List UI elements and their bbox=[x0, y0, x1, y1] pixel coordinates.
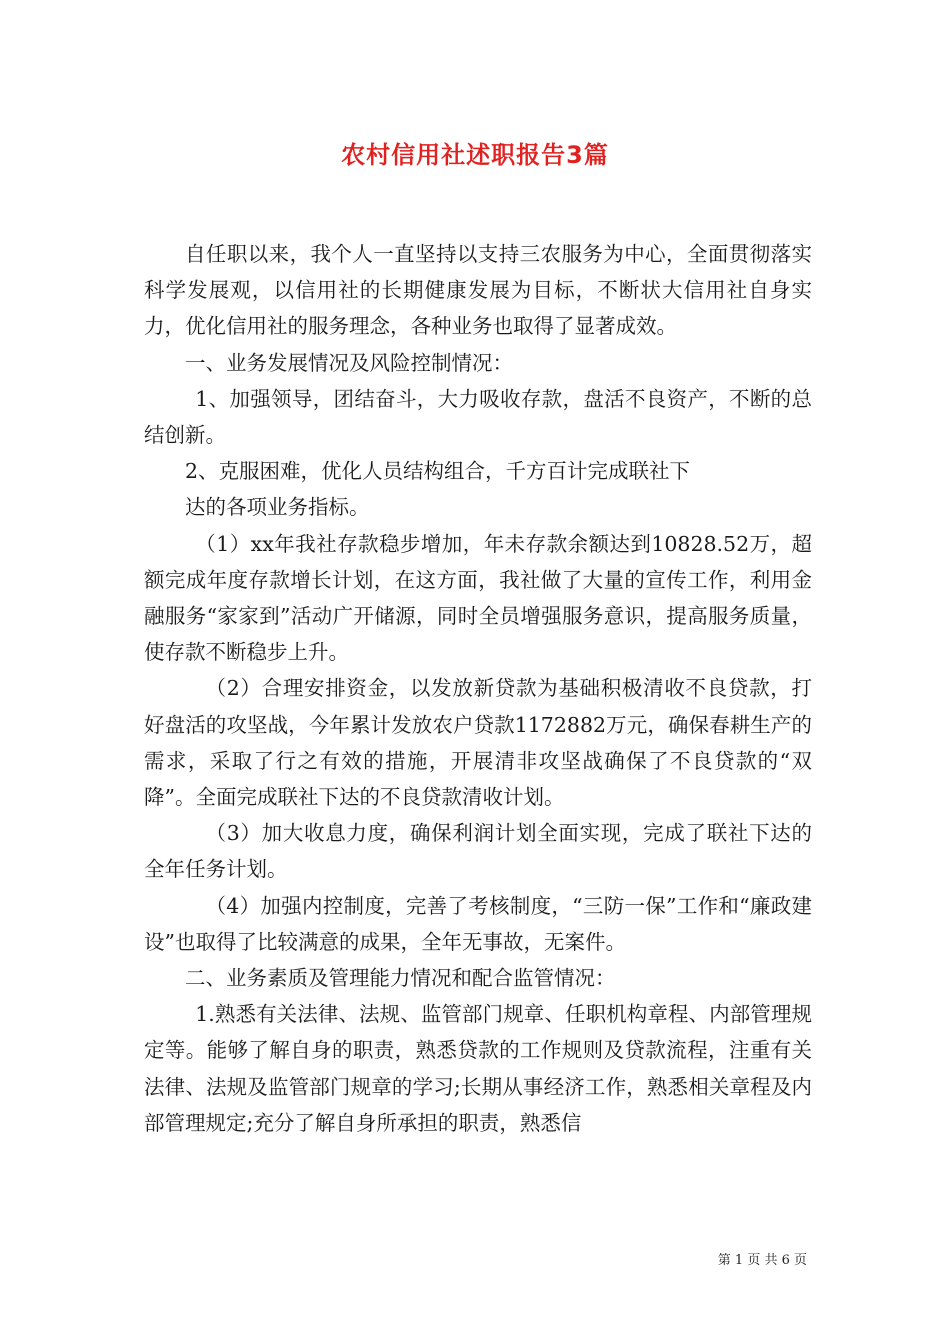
paragraph-sub-3: （3）加大收息力度，确保利润计划全面实现，完成了联社下达的全年任务计划。 bbox=[144, 821, 812, 882]
paragraph-sub-1: （1）xx年我社存款稳步增加，年未存款余额达到10828.52万，超额完成年度存款增长计划，在这方面，我社做了大量的宣传工作，利用金融服务“家家到”活动广开储源，同时全员增强服务意识，提高服务质量，使存款不断稳步上升。 bbox=[144, 531, 812, 665]
document-body bbox=[144, 236, 812, 1141]
heading-section-1: 一、业务发展情况及风险控制情况： bbox=[185, 350, 513, 375]
paragraph-section-2-item-1: 1.熟悉有关法律、法规、监管部门规章、任职机构章程、内部管理规定等。能够了解自身的职责，熟悉贷款的工作规则及贷款流程，注重有关法律、法规及监管部门规章的学习;长期从事经济工作，熟悉相关章程及内部管理规定;充分了解自身所承担的职责，熟悉信 bbox=[144, 1002, 812, 1135]
paragraph-item-2: 2、克服困难，优化人员结构组合，千方百计完成联社下 bbox=[185, 459, 691, 484]
heading-section-2: 二、业务素质及管理能力情况和配合监管情况： bbox=[185, 966, 616, 991]
paragraph-sub-4: （4）加强内控制度，完善了考核制度，“三防一保”工作和“廉政建设”也取得了比较满意的成果，全年无事故，无案件。 bbox=[144, 893, 812, 954]
paragraph-item-2-cont: 达的各项业务指标。 bbox=[185, 495, 370, 520]
paragraph-item-1: 1、加强领导，团结奋斗，大力吸收存款，盘活不良资产，不断的总结创新。 bbox=[144, 386, 812, 448]
document-title: 农村信用社述职报告3篇 bbox=[341, 141, 609, 169]
paragraph-intro: 自任职以来，我个人一直坚持以支持三农服务为中心，全面贯彻落实科学发展观，以信用社的长期健康发展为目标，不断状大信用社自身实力，优化信用社的服务理念，各种业务也取得了显著成效。 bbox=[144, 242, 812, 339]
paragraph-sub-2: （2）合理安排资金，以发放新贷款为基础积极清收不良贷款，打好盘活的攻坚战，今年累计发放农户贷款1172882万元，确保春耕生产的需求，采取了行之有效的措施，开展清非攻坚战确保了不良贷款的“双降”。全面完成联社下达的不良贷款清收计划。 bbox=[144, 676, 812, 810]
page-number: 第 1 页 共 6 页 bbox=[717, 1253, 807, 1268]
